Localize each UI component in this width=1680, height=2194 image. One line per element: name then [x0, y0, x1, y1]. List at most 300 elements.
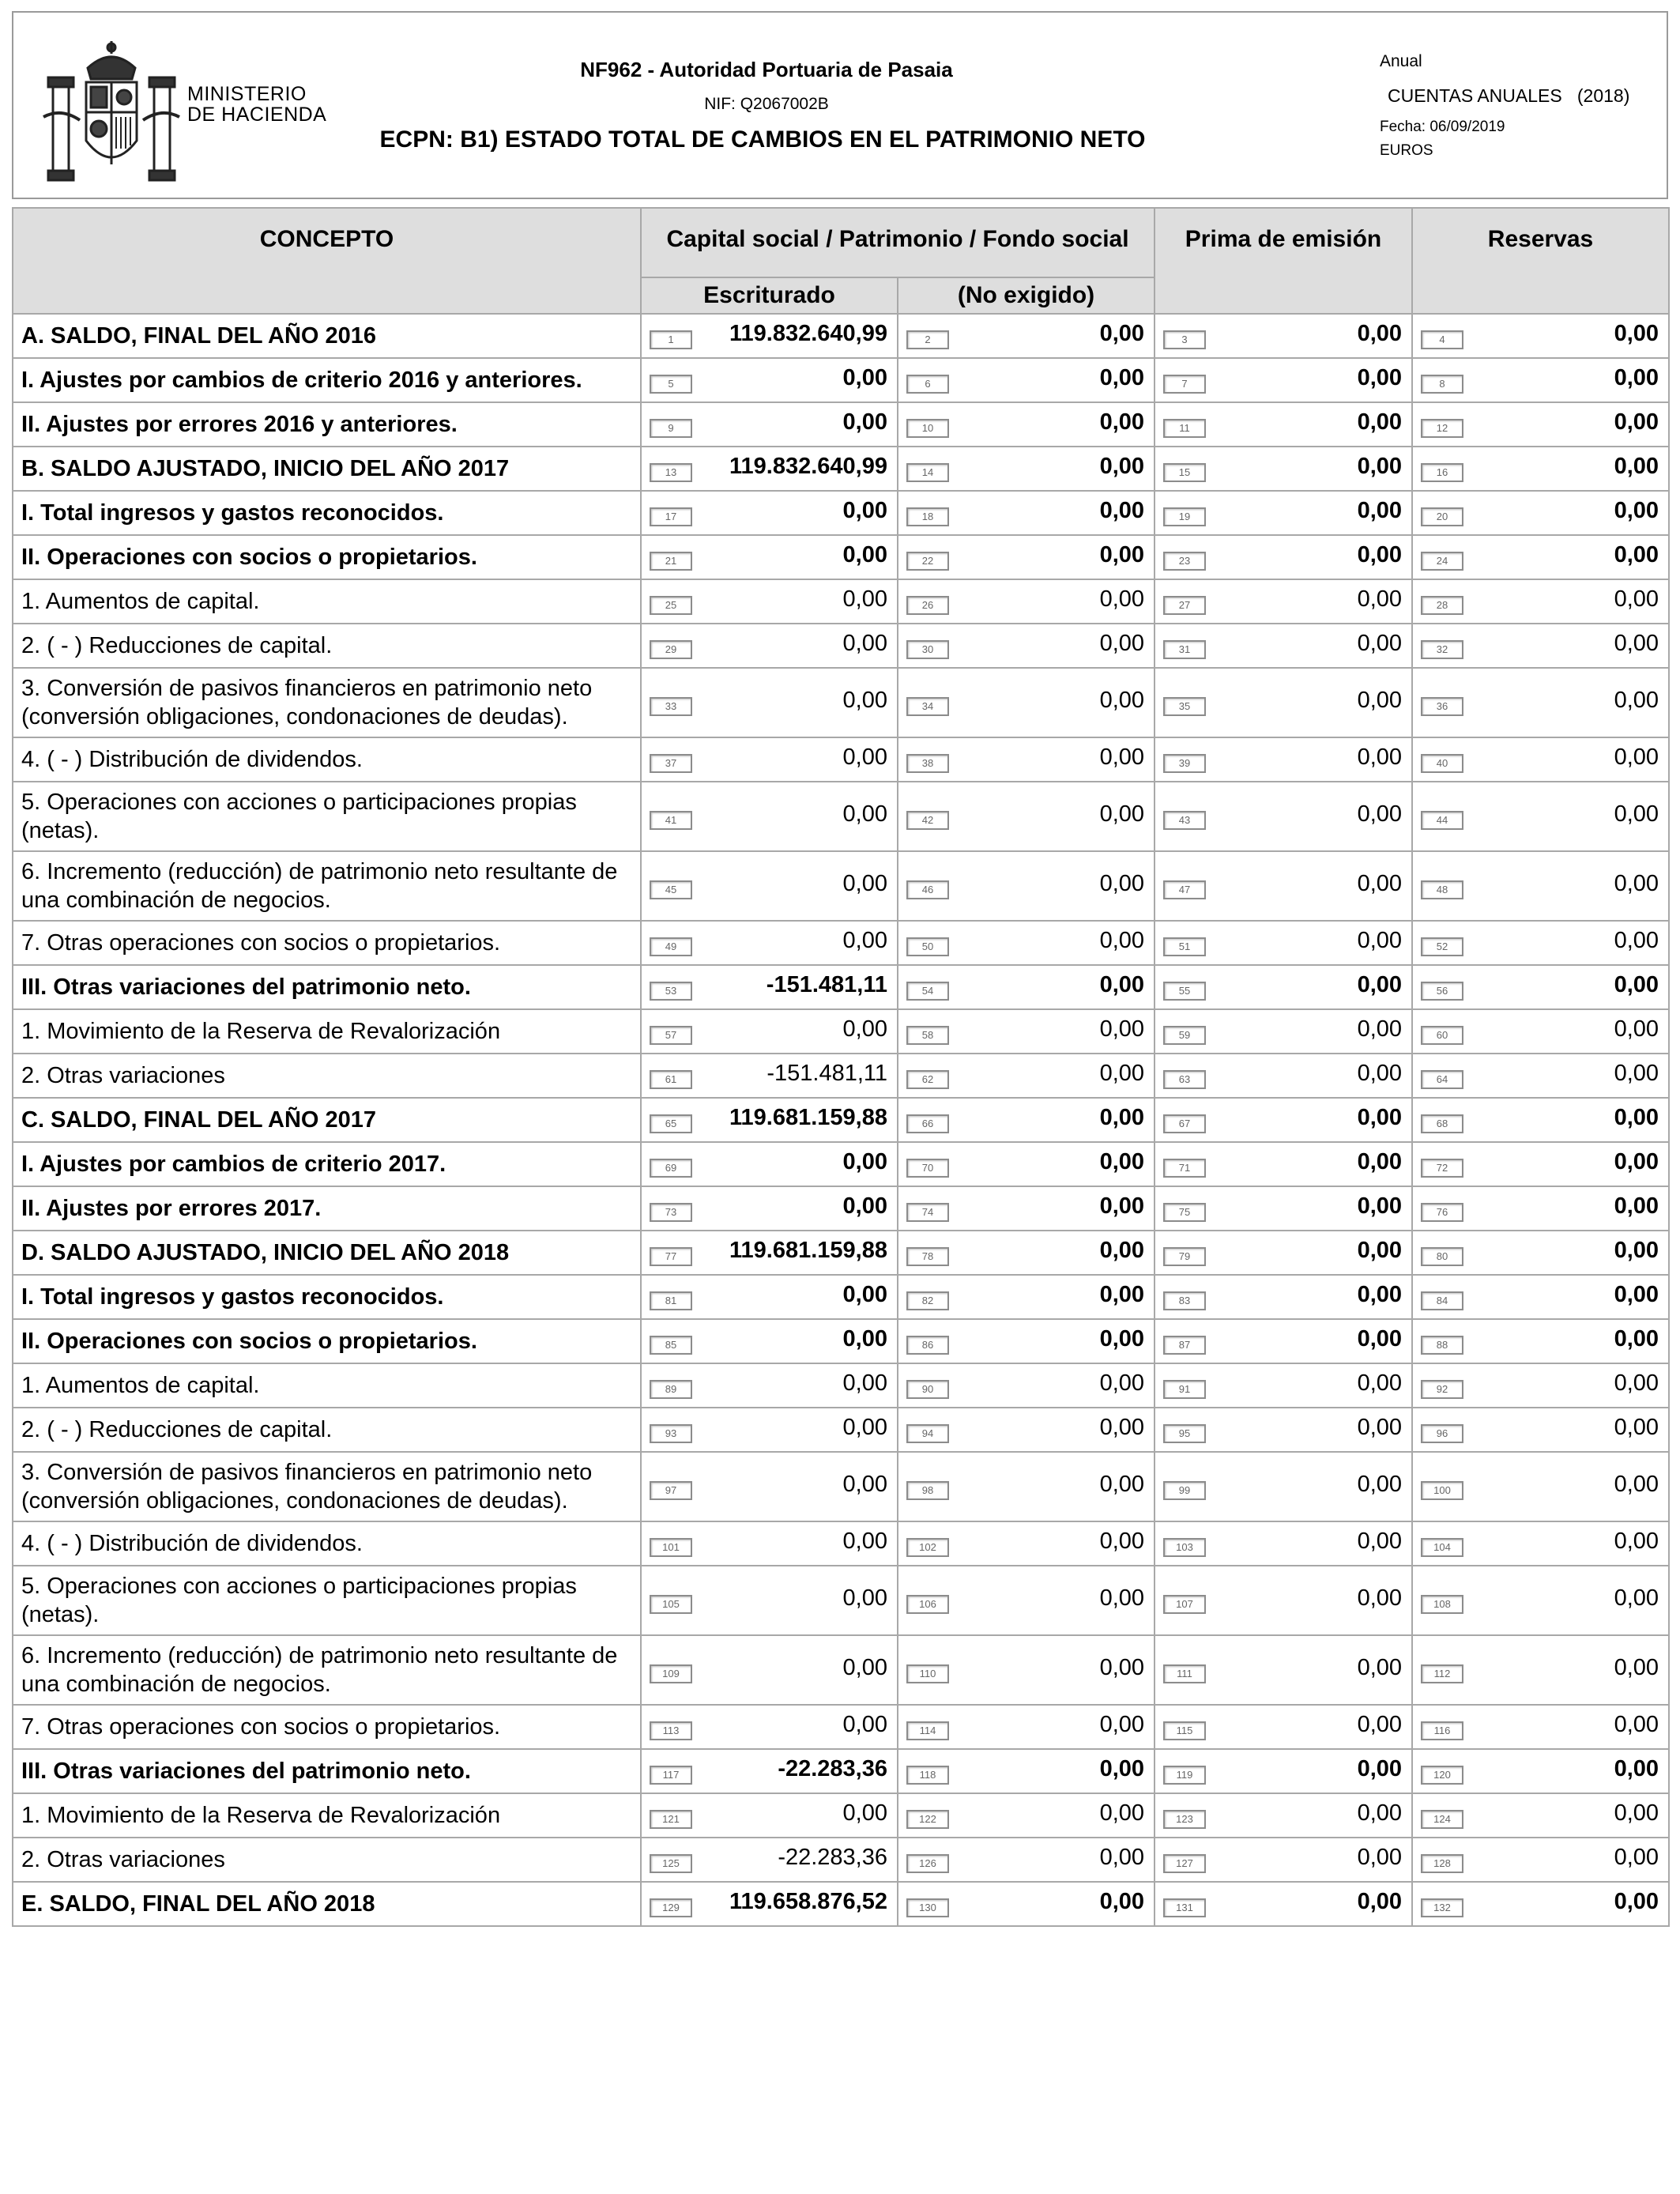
- cell-capital-subscribed: [641, 1275, 898, 1319]
- cell-reference-box: 60: [1421, 1026, 1463, 1045]
- cell-value: 0,00: [1099, 1585, 1145, 1611]
- cell-share-premium: [1155, 1231, 1412, 1275]
- cell-reference-box: 102: [906, 1538, 949, 1557]
- cell-reference-box: 108: [1421, 1595, 1463, 1614]
- table-row: [13, 402, 1669, 447]
- cell-reference-box: 34: [906, 697, 949, 716]
- cell-reference-box: 5: [650, 375, 692, 394]
- cell-reference-box: 41: [650, 811, 692, 830]
- row-concept-label: II. Operaciones con socios o propietarios.: [13, 535, 641, 579]
- cell-value: 0,00: [1614, 1712, 1659, 1737]
- cell-reference-box: 80: [1421, 1247, 1463, 1266]
- cell-reserves: [1412, 1838, 1669, 1882]
- cell-value: 0,00: [842, 1472, 887, 1497]
- cell-capital-subscribed: [641, 1749, 898, 1793]
- cell-value: 0,00: [1614, 1326, 1659, 1351]
- cell-reference-box: 105: [650, 1595, 692, 1614]
- cell-share-premium: [1155, 1838, 1412, 1882]
- row-concept-label: 3. Conversión de pasivos financieros en patrimonio neto (conversión obligaciones, condonaciones de deudas).: [13, 1452, 641, 1521]
- cell-reserves: [1412, 624, 1669, 668]
- cell-value: 0,00: [842, 745, 887, 770]
- row-concept-label: III. Otras variaciones del patrimonio neto.: [13, 1749, 641, 1793]
- cell-reference-box: 91: [1163, 1380, 1206, 1399]
- cell-reference-box: 13: [650, 463, 692, 482]
- cell-share-premium: [1155, 579, 1412, 624]
- cell-reference-box: 66: [906, 1114, 949, 1133]
- cell-value: 0,00: [1614, 1800, 1659, 1826]
- cell-reference-box: 83: [1163, 1291, 1206, 1310]
- cell-reserves: [1412, 1142, 1669, 1186]
- cell-value: 0,00: [1357, 1238, 1403, 1263]
- cell-reference-box: 58: [906, 1026, 949, 1045]
- accounts-year: (2018): [1576, 85, 1630, 106]
- cell-value: 0,00: [1614, 1149, 1659, 1174]
- cell-share-premium: [1155, 737, 1412, 782]
- accounts-label: [1388, 85, 1629, 107]
- cell-reference-box: 85: [650, 1336, 692, 1355]
- cell-value: 0,00: [1614, 688, 1659, 713]
- cell-reference-box: 97: [650, 1481, 692, 1500]
- cell-value: 0,00: [1099, 409, 1145, 435]
- cell-share-premium: [1155, 1521, 1412, 1566]
- cell-capital-subscribed: [641, 965, 898, 1009]
- cell-capital-uncalled: [898, 1275, 1155, 1319]
- cell-capital-subscribed: [641, 1009, 898, 1054]
- company-name: NF962 - Autoridad Portuaria de Pasaia: [580, 58, 953, 81]
- cell-reference-box: 100: [1421, 1481, 1463, 1500]
- cell-value: 0,00: [1614, 586, 1659, 612]
- cell-capital-subscribed: [641, 535, 898, 579]
- cell-reference-box: 57: [650, 1026, 692, 1045]
- cell-reference-box: 117: [650, 1766, 692, 1785]
- cell-capital-uncalled: [898, 1793, 1155, 1838]
- cell-capital-uncalled: [898, 1186, 1155, 1231]
- cell-reference-box: 77: [650, 1247, 692, 1266]
- cell-reserves: [1412, 1275, 1669, 1319]
- cell-value: 0,00: [1614, 1193, 1659, 1219]
- cell-share-premium: [1155, 782, 1412, 851]
- cell-capital-subscribed: [641, 579, 898, 624]
- cell-value: 0,00: [1614, 1756, 1659, 1781]
- cell-value: 0,00: [842, 586, 887, 612]
- cell-reference-box: 75: [1163, 1203, 1206, 1222]
- cell-value: 0,00: [1357, 1061, 1403, 1086]
- cell-reference-box: 129: [650, 1898, 692, 1917]
- cell-reference-box: 36: [1421, 697, 1463, 716]
- row-concept-label: 2. ( - ) Reducciones de capital.: [13, 624, 641, 668]
- cell-value: 0,00: [1099, 1756, 1145, 1781]
- cell-reference-box: 20: [1421, 507, 1463, 526]
- ministry-line-2: DE HACIENDA: [187, 104, 327, 126]
- cell-capital-subscribed: [641, 1186, 898, 1231]
- cell-reference-box: 72: [1421, 1159, 1463, 1178]
- cell-capital-subscribed: [641, 737, 898, 782]
- cell-capital-uncalled: [898, 1319, 1155, 1363]
- cell-capital-subscribed: [641, 1635, 898, 1705]
- cell-value: 0,00: [1357, 1326, 1403, 1351]
- cell-share-premium: [1155, 1566, 1412, 1635]
- row-concept-label: 1. Aumentos de capital.: [13, 1363, 641, 1408]
- row-concept-label: 7. Otras operaciones con socios o propietarios.: [13, 921, 641, 965]
- table-row: [13, 624, 1669, 668]
- cell-value: 0,00: [1357, 1889, 1403, 1914]
- cell-value: 0,00: [1099, 745, 1145, 770]
- cell-value: 0,00: [1099, 801, 1145, 827]
- cell-reference-box: 93: [650, 1424, 692, 1443]
- cell-value: 119.832.640,99: [729, 454, 887, 479]
- table-body: [13, 314, 1669, 1926]
- cell-value: 0,00: [1614, 454, 1659, 479]
- cell-reference-box: 119: [1163, 1766, 1206, 1785]
- cell-reference-box: 109: [650, 1664, 692, 1683]
- cell-value: -22.283,36: [778, 1845, 887, 1870]
- cell-value: 0,00: [1357, 631, 1403, 656]
- row-concept-label: 4. ( - ) Distribución de dividendos.: [13, 1521, 641, 1566]
- cell-capital-subscribed: [641, 1098, 898, 1142]
- cell-reference-box: 124: [1421, 1810, 1463, 1829]
- cell-reference-box: 12: [1421, 419, 1463, 438]
- cell-capital-subscribed: [641, 1231, 898, 1275]
- cell-value: 0,00: [1099, 1472, 1145, 1497]
- row-concept-label: 5. Operaciones con acciones o participaciones propias (netas).: [13, 782, 641, 851]
- cell-reference-box: 23: [1163, 552, 1206, 571]
- cell-value: 0,00: [1099, 1889, 1145, 1914]
- cell-capital-subscribed: [641, 1566, 898, 1635]
- cell-value: 0,00: [1099, 1529, 1145, 1554]
- cell-capital-uncalled: [898, 1566, 1155, 1635]
- cell-reference-box: 82: [906, 1291, 949, 1310]
- cell-share-premium: [1155, 1452, 1412, 1521]
- table-row: [13, 1098, 1669, 1142]
- cell-capital-subscribed: [641, 1793, 898, 1838]
- table-row: [13, 1363, 1669, 1408]
- cell-reference-box: 69: [650, 1159, 692, 1178]
- cell-value: 0,00: [1357, 454, 1403, 479]
- cell-share-premium: [1155, 921, 1412, 965]
- cell-value: 0,00: [1614, 1061, 1659, 1086]
- cell-value: 0,00: [1614, 1889, 1659, 1914]
- equity-changes-table: [12, 207, 1670, 1927]
- cell-value: 0,00: [1099, 365, 1145, 390]
- cell-capital-subscribed: [641, 1838, 898, 1882]
- table-row: [13, 1882, 1669, 1926]
- cell-reserves: [1412, 1319, 1669, 1363]
- cell-value: 0,00: [1099, 1282, 1145, 1307]
- cell-reference-box: 47: [1163, 880, 1206, 899]
- cell-reserves: [1412, 579, 1669, 624]
- cell-capital-uncalled: [898, 1882, 1155, 1926]
- cell-reference-box: 46: [906, 880, 949, 899]
- cell-value: 0,00: [1099, 871, 1145, 896]
- cell-capital-subscribed: [641, 624, 898, 668]
- table-row: [13, 1452, 1669, 1521]
- cell-value: 0,00: [1099, 1061, 1145, 1086]
- cell-capital-uncalled: [898, 1452, 1155, 1521]
- cell-reference-box: 40: [1421, 754, 1463, 773]
- cell-value: 0,00: [842, 928, 887, 953]
- cell-value: 0,00: [1614, 1105, 1659, 1130]
- cell-reserves: [1412, 1793, 1669, 1838]
- table-row: [13, 535, 1669, 579]
- cell-reference-box: 81: [650, 1291, 692, 1310]
- cell-reference-box: 125: [650, 1854, 692, 1873]
- cell-value: 0,00: [1357, 928, 1403, 953]
- cell-capital-subscribed: [641, 491, 898, 535]
- cell-capital-uncalled: [898, 965, 1155, 1009]
- header-capital: Capital social / Patrimonio / Fondo social: [641, 208, 1155, 277]
- cell-value: 0,00: [1614, 1529, 1659, 1554]
- cell-reference-box: 11: [1163, 419, 1206, 438]
- cell-share-premium: [1155, 624, 1412, 668]
- row-concept-label: II. Operaciones con socios o propietarios.: [13, 1319, 641, 1363]
- cell-value: 0,00: [1357, 321, 1403, 346]
- cell-capital-uncalled: [898, 1749, 1155, 1793]
- cell-reference-box: 112: [1421, 1664, 1463, 1683]
- cell-capital-uncalled: [898, 402, 1155, 447]
- period-type: Anual: [1380, 52, 1422, 70]
- table-row: [13, 1635, 1669, 1705]
- cell-value: 0,00: [842, 1585, 887, 1611]
- cell-capital-subscribed: [641, 1408, 898, 1452]
- cell-value: 0,00: [842, 365, 887, 390]
- table-row: [13, 1142, 1669, 1186]
- cell-reserves: [1412, 668, 1669, 737]
- header-capital-uncalled: (No exigido): [898, 277, 1155, 314]
- cell-capital-subscribed: [641, 921, 898, 965]
- cell-reserves: [1412, 535, 1669, 579]
- cell-value: 0,00: [1357, 688, 1403, 713]
- cell-capital-subscribed: [641, 447, 898, 491]
- row-concept-label: A. SALDO, FINAL DEL AÑO 2016: [13, 314, 641, 358]
- cell-share-premium: [1155, 1705, 1412, 1749]
- cell-reference-box: 56: [1421, 982, 1463, 1001]
- cell-reference-box: 118: [906, 1766, 949, 1785]
- cell-reference-box: 6: [906, 375, 949, 394]
- cell-value: 0,00: [1099, 1105, 1145, 1130]
- cell-reference-box: 128: [1421, 1854, 1463, 1873]
- cell-value: 0,00: [1099, 631, 1145, 656]
- row-concept-label: 1. Movimiento de la Reserva de Revalorización: [13, 1793, 641, 1838]
- row-concept-label: I. Total ingresos y gastos reconocidos.: [13, 1275, 641, 1319]
- cell-reserves: [1412, 314, 1669, 358]
- cell-value: 0,00: [842, 1712, 887, 1737]
- cell-value: 0,00: [1614, 1282, 1659, 1307]
- company-nif: NIF: Q2067002B: [704, 95, 829, 113]
- cell-value: 0,00: [1357, 1529, 1403, 1554]
- cell-value: 0,00: [1614, 365, 1659, 390]
- cell-value: 0,00: [842, 1655, 887, 1680]
- cell-reference-box: 132: [1421, 1898, 1463, 1917]
- cell-reference-box: 122: [906, 1810, 949, 1829]
- cell-share-premium: [1155, 965, 1412, 1009]
- table-row: [13, 1186, 1669, 1231]
- cell-reference-box: 84: [1421, 1291, 1463, 1310]
- cell-value: 0,00: [842, 498, 887, 523]
- cell-value: 0,00: [842, 1326, 887, 1351]
- cell-reference-box: 103: [1163, 1538, 1206, 1557]
- cell-value: 0,00: [1357, 1282, 1403, 1307]
- cell-reference-box: 92: [1421, 1380, 1463, 1399]
- cell-value: 0,00: [1099, 542, 1145, 567]
- cell-reference-box: 64: [1421, 1070, 1463, 1089]
- cell-reference-box: 123: [1163, 1810, 1206, 1829]
- cell-value: 0,00: [1614, 745, 1659, 770]
- cell-reference-box: 17: [650, 507, 692, 526]
- cell-capital-subscribed: [641, 314, 898, 358]
- cell-value: 0,00: [1614, 972, 1659, 997]
- cell-reference-box: 38: [906, 754, 949, 773]
- cell-reference-box: 127: [1163, 1854, 1206, 1873]
- row-concept-label: 7. Otras operaciones con socios o propietarios.: [13, 1705, 641, 1749]
- cell-reference-box: 35: [1163, 697, 1206, 716]
- cell-reserves: [1412, 1408, 1669, 1452]
- cell-reference-box: 1: [650, 330, 692, 349]
- cell-capital-uncalled: [898, 1521, 1155, 1566]
- cell-reference-box: 104: [1421, 1538, 1463, 1557]
- table-row: [13, 1705, 1669, 1749]
- cell-value: 0,00: [1614, 1472, 1659, 1497]
- table-row: [13, 1009, 1669, 1054]
- cell-value: 0,00: [1357, 586, 1403, 612]
- cell-reference-box: 87: [1163, 1336, 1206, 1355]
- cell-reserves: [1412, 447, 1669, 491]
- cell-capital-uncalled: [898, 1635, 1155, 1705]
- cell-reserves: [1412, 491, 1669, 535]
- cell-reference-box: 121: [650, 1810, 692, 1829]
- cell-reference-box: 62: [906, 1070, 949, 1089]
- cell-reference-box: 74: [906, 1203, 949, 1222]
- cell-value: 0,00: [1357, 1472, 1403, 1497]
- cell-reference-box: 88: [1421, 1336, 1463, 1355]
- table-row: [13, 1231, 1669, 1275]
- cell-capital-uncalled: [898, 579, 1155, 624]
- cell-capital-subscribed: [641, 1054, 898, 1098]
- cell-reserves: [1412, 1363, 1669, 1408]
- cell-reference-box: 51: [1163, 937, 1206, 956]
- cell-capital-subscribed: [641, 358, 898, 402]
- row-concept-label: B. SALDO AJUSTADO, INICIO DEL AÑO 2017: [13, 447, 641, 491]
- cell-reference-box: 14: [906, 463, 949, 482]
- cell-capital-uncalled: [898, 1231, 1155, 1275]
- cell-value: -22.283,36: [778, 1756, 887, 1781]
- cell-share-premium: [1155, 851, 1412, 921]
- row-concept-label: C. SALDO, FINAL DEL AÑO 2017: [13, 1098, 641, 1142]
- table-row: [13, 965, 1669, 1009]
- row-concept-label: III. Otras variaciones del patrimonio neto.: [13, 965, 641, 1009]
- cell-reserves: [1412, 1521, 1669, 1566]
- cell-reference-box: 31: [1163, 640, 1206, 659]
- cell-capital-subscribed: [641, 402, 898, 447]
- cell-reference-box: 98: [906, 1481, 949, 1500]
- cell-reserves: [1412, 965, 1669, 1009]
- cell-value: 0,00: [842, 631, 887, 656]
- table-row: [13, 1319, 1669, 1363]
- cell-capital-uncalled: [898, 1408, 1155, 1452]
- table-row: [13, 1054, 1669, 1098]
- table-row: [13, 1408, 1669, 1452]
- cell-reference-box: 126: [906, 1854, 949, 1873]
- cell-value: 0,00: [1099, 1370, 1145, 1396]
- cell-reference-box: 130: [906, 1898, 949, 1917]
- cell-reserves: [1412, 1231, 1669, 1275]
- cell-share-premium: [1155, 1793, 1412, 1838]
- cell-reference-box: 78: [906, 1247, 949, 1266]
- cell-reference-box: 70: [906, 1159, 949, 1178]
- cell-reserves: [1412, 851, 1669, 921]
- cell-capital-uncalled: [898, 1142, 1155, 1186]
- cell-reserves: [1412, 1054, 1669, 1098]
- cell-capital-subscribed: [641, 1452, 898, 1521]
- cell-value: 119.832.640,99: [729, 321, 887, 346]
- row-concept-label: I. Total ingresos y gastos reconocidos.: [13, 491, 641, 535]
- header-concept: CONCEPTO: [13, 208, 641, 314]
- cell-reference-box: 111: [1163, 1664, 1206, 1683]
- cell-value: -151.481,11: [767, 1061, 887, 1086]
- cell-reference-box: 44: [1421, 811, 1463, 830]
- cell-capital-uncalled: [898, 314, 1155, 358]
- cell-value: 0,00: [1357, 871, 1403, 896]
- accounts-name: CUENTAS ANUALES: [1388, 85, 1562, 106]
- cell-reference-box: 16: [1421, 463, 1463, 482]
- cell-value: 0,00: [1099, 1655, 1145, 1680]
- table-row: [13, 1793, 1669, 1838]
- table-row: [13, 1749, 1669, 1793]
- cell-reserves: [1412, 782, 1669, 851]
- table-row: [13, 447, 1669, 491]
- cell-reference-box: 24: [1421, 552, 1463, 571]
- cell-reference-box: 90: [906, 1380, 949, 1399]
- cell-value: 0,00: [842, 688, 887, 713]
- cell-capital-subscribed: [641, 782, 898, 851]
- cell-value: 0,00: [1099, 586, 1145, 612]
- cell-reference-box: 86: [906, 1336, 949, 1355]
- cell-reference-box: 96: [1421, 1424, 1463, 1443]
- cell-reference-box: 54: [906, 982, 949, 1001]
- cell-capital-uncalled: [898, 447, 1155, 491]
- cell-value: 0,00: [1614, 928, 1659, 953]
- cell-reference-box: 52: [1421, 937, 1463, 956]
- cell-value: 0,00: [1614, 631, 1659, 656]
- cell-reference-box: 22: [906, 552, 949, 571]
- cell-value: 0,00: [842, 1370, 887, 1396]
- cell-value: 0,00: [1357, 972, 1403, 997]
- table-row: [13, 1275, 1669, 1319]
- cell-value: -151.481,11: [766, 972, 887, 997]
- cell-share-premium: [1155, 358, 1412, 402]
- cell-share-premium: [1155, 668, 1412, 737]
- cell-value: 0,00: [1357, 1149, 1403, 1174]
- cell-share-premium: [1155, 1882, 1412, 1926]
- header-reserves: Reservas: [1412, 208, 1669, 314]
- cell-capital-subscribed: [641, 668, 898, 737]
- cell-reserves: [1412, 1186, 1669, 1231]
- cell-capital-uncalled: [898, 921, 1155, 965]
- cell-reference-box: 15: [1163, 463, 1206, 482]
- cell-value: 0,00: [842, 801, 887, 827]
- cell-share-premium: [1155, 535, 1412, 579]
- cell-value: 0,00: [842, 1415, 887, 1440]
- cell-reference-box: 61: [650, 1070, 692, 1089]
- cell-value: 0,00: [1614, 1585, 1659, 1611]
- table-row: [13, 737, 1669, 782]
- cell-value: 0,00: [1099, 1845, 1145, 1870]
- cell-reserves: [1412, 358, 1669, 402]
- table-row: [13, 579, 1669, 624]
- cell-value: 0,00: [842, 1193, 887, 1219]
- cell-value: 0,00: [1357, 498, 1403, 523]
- cell-value: 0,00: [1357, 542, 1403, 567]
- cell-reference-box: 95: [1163, 1424, 1206, 1443]
